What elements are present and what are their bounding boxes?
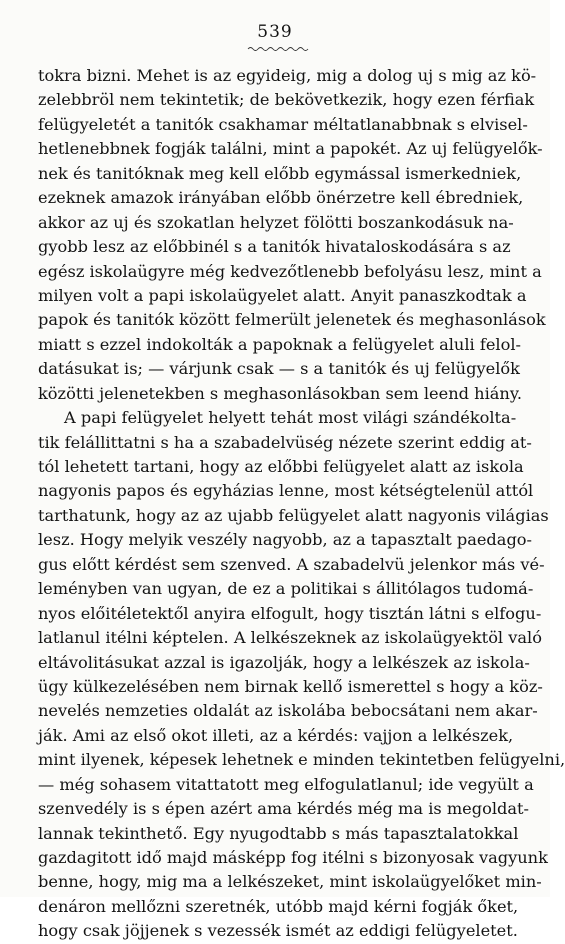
text-line: nek és tanitóknak meg kell előbb egymással ismerkedniek, [38, 163, 522, 183]
text-line: benne, hogy, mig ma a lelkészeket, mint iskolaügyelőket min- [38, 872, 542, 892]
text-line: gyobb lesz az előbbinél s a tanitók hivataloskodására s az [38, 237, 511, 257]
text-line: egész iskolaügyre még kedvezőtlenebb befolyásu lesz, mint a [38, 261, 542, 281]
text-line: gazdagitott idő majd másképp fog itélni s bizonyosak vagyunk [38, 848, 548, 867]
page-number: 539 [257, 22, 293, 42]
text-line: datásukat is; — várjunk csak — s a tanitók és uj felügyelők [38, 359, 520, 379]
text-line: hetlenebbnek fogják találni, mint a papokét. Az uj felügyelők- [38, 139, 543, 159]
text-line: szenvedély is s épen azért ama kérdés még ma is megoldat- [38, 799, 530, 819]
text-line: akkor az uj és szokatlan helyzet fölötti boszankodásuk na- [38, 212, 514, 232]
paragraph-start-line: A papi felügyelet helyett tehát most világi szándékolta- [64, 408, 517, 428]
wavy-rule-ornament [248, 46, 308, 52]
text-line: nagyonis papos és egyházias lenne, most kétségtelenül attól [38, 481, 534, 501]
text-line: lesz. Hogy melyik veszély nagyobb, az a tapasztalt paedago- [38, 530, 533, 550]
text-line: tokra bizni. Mehet is az egyideig, mig a dolog uj s mig az kö- [38, 66, 537, 85]
text-line: gus előtt kérdést sem szenved. A szabadelvü jelenkor más vé- [38, 554, 545, 574]
text-line: tól lehetett tartani, hogy az előbbi felügyelet alatt az iskola [38, 457, 524, 476]
text-line: zelebbröl nem tekintetik; de bekövetkezik, hogy ezen férfiak [38, 90, 535, 110]
text-line: — még sohasem vitattatott meg elfogulatlanul; ide vegyült a [38, 774, 534, 794]
body-text [38, 64, 565, 944]
text-line: ják. Ami az első okot illeti, az a kérdés: vajjon a lelkészek, [38, 725, 514, 745]
text-line: denáron mellőzni szeretnék, utóbb majd kérni fogják őket, [38, 896, 519, 916]
text-line: ügy külkezelésében nem birnak kellő ismerettel s hogy a köz- [38, 676, 543, 696]
text-line: eltávolitásukat azzal is igazolják, hogy a lelkészek az iskola- [38, 652, 530, 672]
text-line: papok és tanitók között felmerült jelenetek és meghasonlások [38, 310, 546, 330]
text-line: nyos előitéletektől anyira elfogult, hogy tisztán látni s elfogu- [38, 603, 542, 623]
text-line: lannak tekinthető. Egy nyugodtabb s más tapasztalatokkal [38, 823, 519, 843]
paragraph-end-line: közötti jelenetekben s meghasonlásokban sem leend hiány. [38, 383, 522, 403]
text-line: mint ilyenek, képesek lehetnek e minden tekintetben felügyelni, [38, 750, 565, 770]
text-line: tarthatunk, hogy az az ujabb felügyelet alatt nagyonis világias [38, 505, 549, 525]
text-line: nevelés nemzeties oldalát az iskolába bebocsátani nem akar- [38, 701, 538, 721]
text-line: hogy csak jöjjenek s vezessék ismét az eddigi felügyeletet. [38, 921, 518, 941]
text-line: miatt s ezzel indokolták a papoknak a felügyelet aluli felol- [38, 334, 521, 354]
text-line: leményben van ugyan, de ez a politikai s állitólagos tudomá- [38, 579, 534, 599]
text-line: tik felállittatni s ha a szabadelvüség nézete szerint eddig at- [38, 432, 532, 452]
text-line: felügyeletét a tanitók csakhamar méltatlanabbnak s elvisel- [38, 114, 528, 134]
text-line: milyen volt a papi iskolaügyelet alatt. Anyit panaszkodtak a [38, 285, 527, 305]
text-line: latlanul itélni képtelen. A lelkészeknek az iskolaügyektöl való [38, 628, 542, 648]
text-line: ezeknek amazok irányában előbb önérzetre kell ébredniek, [38, 188, 524, 208]
